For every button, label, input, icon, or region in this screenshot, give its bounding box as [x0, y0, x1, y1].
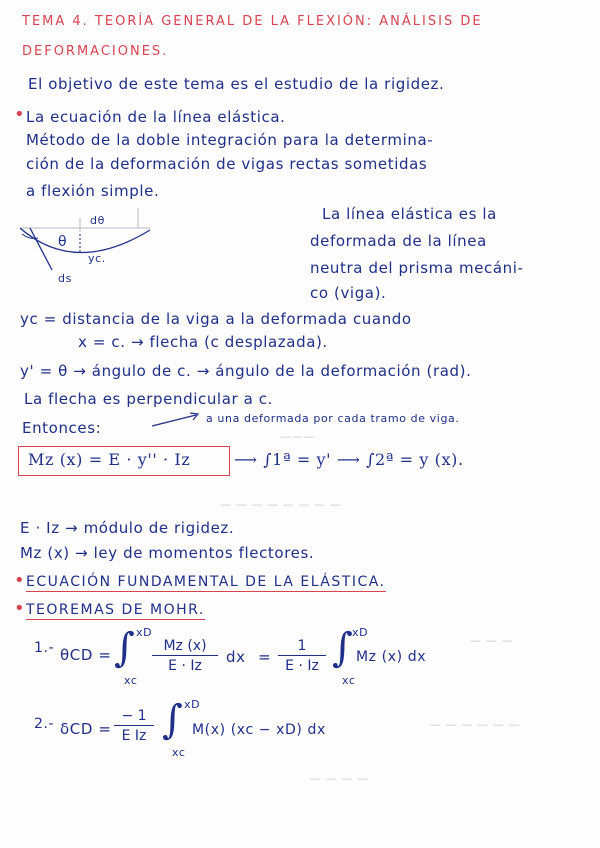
figure-label-theta: θ — [58, 234, 68, 250]
theorem2-label: 2.- — [34, 716, 55, 732]
bleed-through-mark: — — — — — [310, 772, 369, 785]
section-fundamental-heading: ECUACIÓN FUNDAMENTAL DE LA ELÁSTICA. — [26, 574, 386, 590]
theorem1-fraction — [152, 638, 218, 674]
theorem2-denominator: E Iz — [121, 728, 147, 744]
section-elastica-line: a flexión simple. — [26, 182, 160, 200]
theorem2-fraction — [114, 708, 154, 744]
theorem1-label: 1.- — [34, 640, 55, 656]
theorem1-dx: dx — [226, 648, 246, 666]
integral-sign-icon: ∫ — [114, 625, 136, 671]
main-equation: Mz (x) = E · y'' · Iz — [28, 450, 191, 469]
page-title-line1: TEMA 4. TEORÍA GENERAL DE LA FLEXIÓN: ANÁLISIS DE — [22, 14, 483, 29]
bleed-through-mark: — — — — — — — — — [220, 498, 342, 511]
note-perpendicular: La flecha es perpendicular a c. — [24, 390, 274, 408]
theorem2-rhs: M(x) (xc − xD) dx — [192, 722, 326, 738]
arrow-icon — [152, 412, 202, 428]
integral-upper-limit: xD — [136, 626, 153, 639]
definition-Mz: Mz (x) → ley de momentos flectores. — [20, 544, 315, 562]
figure-label-dtheta: dθ — [90, 214, 105, 227]
intro-text: El objetivo de este tema es el estudio de la rigidez. — [28, 75, 445, 93]
definition-line: co (viga). — [310, 284, 387, 302]
definition-line: neutra del prisma mecáni- — [310, 259, 524, 277]
definition-line: La línea elástica es la — [322, 205, 497, 223]
theorem1-numerator: Mz (x) — [152, 638, 218, 656]
theorem1-denominator: E · Iz — [168, 658, 202, 674]
theorem1-equals: = — [258, 648, 272, 666]
section-elastica-line: ción de la deformación de vigas rectas sometidas — [26, 155, 428, 173]
figure-label-ds: ds — [58, 272, 72, 285]
note-yprime: y' = θ → ángulo de c. → ángulo de la deformación (rad). — [20, 362, 472, 380]
integration-chain: ⟶ ∫1ª = y' ⟶ ∫2ª = y (x). — [234, 450, 464, 469]
page-title-line2: DEFORMACIONES. — [22, 44, 169, 59]
integral-sign-icon: ∫ — [162, 697, 184, 743]
integral-lower-limit: xc — [172, 746, 186, 759]
bullet-icon: • — [14, 570, 25, 591]
definition-line: deformada de la línea — [310, 232, 487, 250]
integral-sign-icon: ∫ — [332, 625, 354, 671]
theorem1-rhs: Mz (x) dx — [356, 649, 427, 665]
definition-EI: E · Iz → módulo de rigidez. — [20, 519, 235, 537]
bleed-through-mark: ——— — [280, 430, 315, 443]
section-elastica-heading: La ecuación de la línea elástica. — [26, 108, 286, 126]
bullet-icon: • — [14, 598, 25, 619]
integral-upper-limit: xD — [184, 698, 201, 711]
note-annotation: a una deformada por cada tramo de viga. — [206, 412, 460, 425]
theorem1-lhs: θCD = — [60, 646, 112, 664]
theorem2-lhs: δCD = — [60, 720, 112, 738]
bleed-through-mark: — — — — [470, 634, 513, 647]
note-entonces: Entonces: — [22, 419, 102, 437]
figure-label-yc: yc. — [88, 252, 106, 265]
section-mohr-heading: TEOREMAS DE MOHR. — [26, 602, 205, 618]
section-elastica-line: Método de la doble integración para la determina- — [26, 131, 434, 149]
integral-upper-limit: xD — [352, 626, 369, 639]
bullet-icon: • — [14, 104, 25, 125]
theorem1-numerator2: 1 — [278, 638, 326, 656]
integral-lower-limit: xc — [124, 674, 138, 687]
theorem1-fraction2 — [278, 638, 326, 674]
integral-lower-limit: xc — [342, 674, 356, 687]
theorem2-numerator: − 1 — [114, 708, 154, 726]
note-yc-line2: x = c. → flecha (c desplazada). — [78, 333, 328, 351]
note-yc-line1: yc = distancia de la viga a la deformada cuando — [20, 310, 412, 328]
theorem1-denominator2: E · Iz — [285, 658, 319, 674]
bleed-through-mark: — — — — — — — [430, 718, 521, 731]
